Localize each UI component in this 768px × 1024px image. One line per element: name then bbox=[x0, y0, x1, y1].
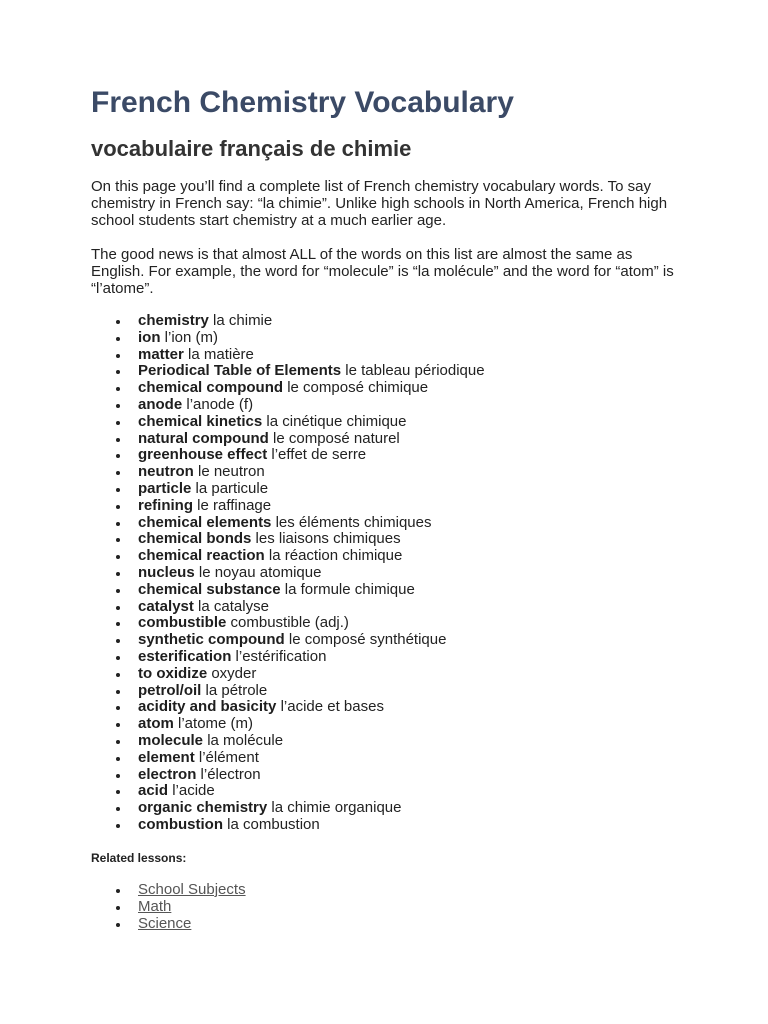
vocab-item bbox=[138, 330, 485, 347]
vocab-item bbox=[138, 548, 485, 565]
vocab-translation: l’ion (m) bbox=[164, 328, 219, 346]
vocab-item bbox=[138, 397, 485, 414]
related-item-science bbox=[138, 916, 246, 933]
vocab-term: chemical elements bbox=[138, 513, 272, 531]
vocab-term: natural compound bbox=[138, 429, 269, 447]
vocab-term: chemical reaction bbox=[138, 547, 265, 565]
vocab-item bbox=[138, 750, 485, 767]
vocab-term: chemistry bbox=[138, 312, 209, 329]
vocab-translation: la combustion bbox=[227, 815, 320, 833]
vocab-item bbox=[138, 380, 485, 397]
vocab-term: chemical substance bbox=[138, 580, 281, 598]
vocab-item bbox=[138, 716, 485, 733]
vocab-term: refining bbox=[138, 496, 193, 514]
vocab-term: element bbox=[138, 748, 195, 766]
vocab-term: petrol/oil bbox=[138, 681, 202, 699]
vocab-term: catalyst bbox=[138, 597, 194, 615]
vocab-item bbox=[138, 666, 485, 683]
vocab-term: matter bbox=[138, 345, 184, 363]
vocab-item bbox=[138, 683, 485, 700]
vocab-translation: la cinétique chimique bbox=[266, 412, 407, 430]
related-lessons-heading: Related lessons: bbox=[91, 851, 187, 865]
vocab-translation: les liaisons chimiques bbox=[255, 530, 401, 548]
vocab-item bbox=[138, 565, 485, 582]
vocab-translation: les éléments chimiques bbox=[275, 513, 432, 531]
vocab-term: chemical compound bbox=[138, 379, 284, 397]
vocab-item bbox=[138, 531, 485, 548]
vocab-translation: combustible (adj.) bbox=[230, 614, 349, 632]
vocab-item bbox=[138, 582, 485, 599]
vocab-translation: la réaction chimique bbox=[268, 547, 403, 565]
related-link-school-subjects[interactable]: School Subjects bbox=[138, 881, 246, 898]
page-title: French Chemistry Vocabulary bbox=[91, 86, 514, 119]
vocab-item bbox=[138, 817, 485, 834]
vocab-term: particle bbox=[138, 479, 192, 497]
vocab-translation: la pétrole bbox=[205, 681, 268, 699]
note-paragraph: The good news is that almost ALL of the words on this list are almost the same as English. For example, the word for “molecule” is “la molécule” and the word for “atom” is “l’atome”. bbox=[91, 246, 674, 297]
related-link-math[interactable]: Math bbox=[138, 897, 172, 915]
vocab-item bbox=[138, 464, 485, 481]
vocab-translation: la matière bbox=[188, 345, 254, 363]
vocab-term: Periodical Table of Elements bbox=[138, 362, 342, 380]
vocab-translation: le composé chimique bbox=[287, 379, 429, 397]
vocab-term: esterification bbox=[138, 647, 232, 665]
vocab-item bbox=[138, 615, 485, 632]
vocab-term: acidity and basicity bbox=[138, 698, 277, 716]
page-subtitle: vocabulaire français de chimie bbox=[91, 136, 412, 161]
vocab-term: chemical bonds bbox=[138, 530, 252, 548]
vocab-item bbox=[138, 447, 485, 464]
vocab-item bbox=[138, 481, 485, 498]
vocab-translation: la chimie organique bbox=[271, 799, 402, 817]
vocab-term: electron bbox=[138, 765, 197, 783]
vocab-term: synthetic compound bbox=[138, 631, 285, 649]
vocab-term: organic chemistry bbox=[138, 799, 268, 817]
vocab-term: greenhouse effect bbox=[138, 446, 268, 464]
vocab-item bbox=[138, 498, 485, 515]
vocab-term: nucleus bbox=[138, 563, 195, 581]
vocab-term: anode bbox=[138, 395, 183, 413]
vocab-translation: le raffinage bbox=[197, 496, 272, 514]
vocab-translation: l’élément bbox=[198, 748, 259, 766]
vocab-translation: l’électron bbox=[200, 765, 261, 783]
vocab-term: combustion bbox=[138, 815, 223, 833]
vocab-translation: l’acide et bases bbox=[280, 698, 384, 716]
vocab-term: neutron bbox=[138, 463, 194, 481]
vocab-item bbox=[138, 599, 485, 616]
vocab-term: to oxidize bbox=[138, 664, 208, 682]
vocab-item bbox=[138, 363, 485, 380]
related-item-math bbox=[138, 899, 246, 916]
vocab-translation: l’acide bbox=[172, 782, 215, 800]
vocab-translation: la chimie bbox=[213, 312, 273, 329]
vocab-term: chemical kinetics bbox=[138, 412, 263, 430]
vocab-item bbox=[138, 699, 485, 716]
vocab-item bbox=[138, 767, 485, 784]
vocab-translation: la particule bbox=[195, 479, 269, 497]
related-lessons-list bbox=[91, 882, 246, 932]
vocab-translation: l’estérification bbox=[235, 647, 327, 665]
related-item-school-subjects bbox=[138, 882, 246, 899]
vocab-term: acid bbox=[138, 782, 169, 800]
vocab-translation: le composé synthétique bbox=[288, 631, 447, 649]
vocab-translation: l’anode (f) bbox=[186, 395, 254, 413]
vocab-term: ion bbox=[138, 328, 161, 346]
vocab-item bbox=[138, 632, 485, 649]
vocab-translation: la formule chimique bbox=[284, 580, 415, 598]
vocab-item bbox=[138, 800, 485, 817]
vocab-item bbox=[138, 431, 485, 448]
vocab-translation: le neutron bbox=[198, 463, 265, 481]
vocab-item bbox=[138, 414, 485, 431]
vocab-translation: l’effet de serre bbox=[271, 446, 367, 464]
intro-paragraph: On this page you’ll find a complete list of French chemistry vocabulary words. To say chemistry in French say: “la chimie”. Unlike high schools in North America, French high school students start chemistry at a much earlier age. bbox=[91, 178, 668, 229]
vocab-term: atom bbox=[138, 715, 174, 733]
vocab-translation: l’atome (m) bbox=[178, 715, 254, 733]
vocab-translation: oxyder bbox=[211, 664, 257, 682]
vocab-item bbox=[138, 515, 485, 532]
vocab-translation: la catalyse bbox=[198, 597, 269, 615]
vocab-term: combustible bbox=[138, 614, 227, 632]
vocab-term: molecule bbox=[138, 731, 204, 749]
vocab-translation: le tableau périodique bbox=[345, 362, 485, 380]
vocabulary-list bbox=[91, 313, 485, 834]
vocab-translation: le composé naturel bbox=[273, 429, 400, 447]
vocab-translation: la molécule bbox=[207, 731, 284, 749]
vocab-translation: le noyau atomique bbox=[198, 563, 322, 581]
vocab-item bbox=[138, 783, 485, 800]
related-link-science[interactable]: Science bbox=[138, 914, 192, 932]
vocab-item bbox=[138, 733, 485, 750]
vocab-item bbox=[138, 347, 485, 364]
vocab-item bbox=[138, 649, 485, 666]
vocab-item bbox=[138, 313, 485, 330]
